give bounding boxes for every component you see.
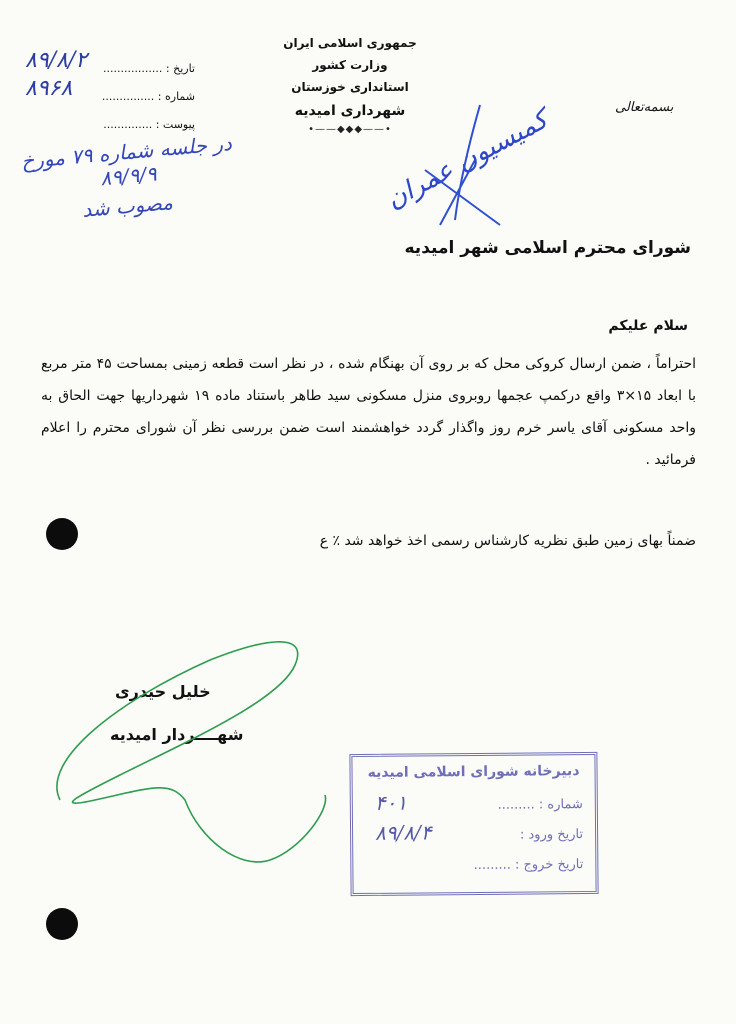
handwritten-referral-note: کمیسیون عمران — [381, 104, 553, 216]
stamp-entry-row — [365, 820, 584, 855]
stamp-number-label: شماره : ......... — [497, 797, 583, 813]
stamp-exit-label: تاریخ خروج : ......... — [473, 857, 584, 874]
meta-number-value: ۸۹۶۸ — [25, 76, 73, 101]
letterhead-ministry: وزارت کشور — [312, 58, 388, 72]
letter-note: ضمناً بهای زمین طبق نظریه کارشناس رسمی اخذ خواهد شد ٪ ع — [319, 533, 696, 549]
meta-attachment-label: پیوست : .............. — [103, 118, 195, 131]
signature-scribble — [57, 642, 326, 862]
stamp-exit-row — [365, 853, 583, 885]
ornament-divider: •——◆◆◆——• — [308, 124, 392, 135]
signatory-name: خلیل حیدری — [115, 682, 211, 701]
stamp-title: دبیرخانه شورای اسلامی امیدیه — [367, 763, 580, 781]
letterhead-province: استانداری خوزستان — [291, 80, 409, 94]
stamp-entry-label: تاریخ ورود : — [519, 827, 584, 843]
letterhead-municipality: شهرداری امیدیه — [294, 103, 406, 119]
letter-salutation: سلام علیکم — [608, 318, 688, 334]
basmala: بسمه‌تعالی — [615, 100, 674, 115]
letterhead-country: جمهوری اسلامی ایران — [283, 36, 417, 50]
signatory-title: شهــــردار امیدیه — [110, 725, 244, 744]
letter-body-paragraph: احتراماً ، ضمن ارسال کروکی محل که بر روی آن بهنگام شده ، در نظر است قطعه زمینی بمساحت ۴۵ متر مربع با ابعاد ۱۵×۳ واقع درکمپ عجمها روبروی منزل مسکونی سید طاهر باستناد ماده ۱۹ شهرداریها جهت الحاق به واحد مسکونی آقای یاسر خرم روز واگذار گردد خواهشمند است ضمن بررسی نظر آن شورای محترم را اعلام فرمائید . — [41, 356, 697, 468]
stamp-number-value: ۴۰۱ — [374, 790, 408, 815]
meta-date-value: ۸۹/۸/۲ — [25, 48, 88, 73]
handwritten-note-line-2: مصوب شد — [81, 190, 174, 222]
stamp-entry-value: ۸۹/۸/۴ — [374, 820, 432, 845]
letter-recipient: شورای محترم اسلامی شهر امیدیه — [404, 238, 691, 258]
cross-mark — [425, 105, 500, 225]
meta-date-label: تاریخ : ................. — [102, 62, 195, 75]
handwritten-note-line-1: در جلسه شماره ۷۹ مورخ ۸۹/۹/۹ — [20, 130, 233, 191]
meta-number-label: شماره : ............... — [101, 90, 195, 103]
council-secretariat-stamp — [349, 752, 598, 896]
